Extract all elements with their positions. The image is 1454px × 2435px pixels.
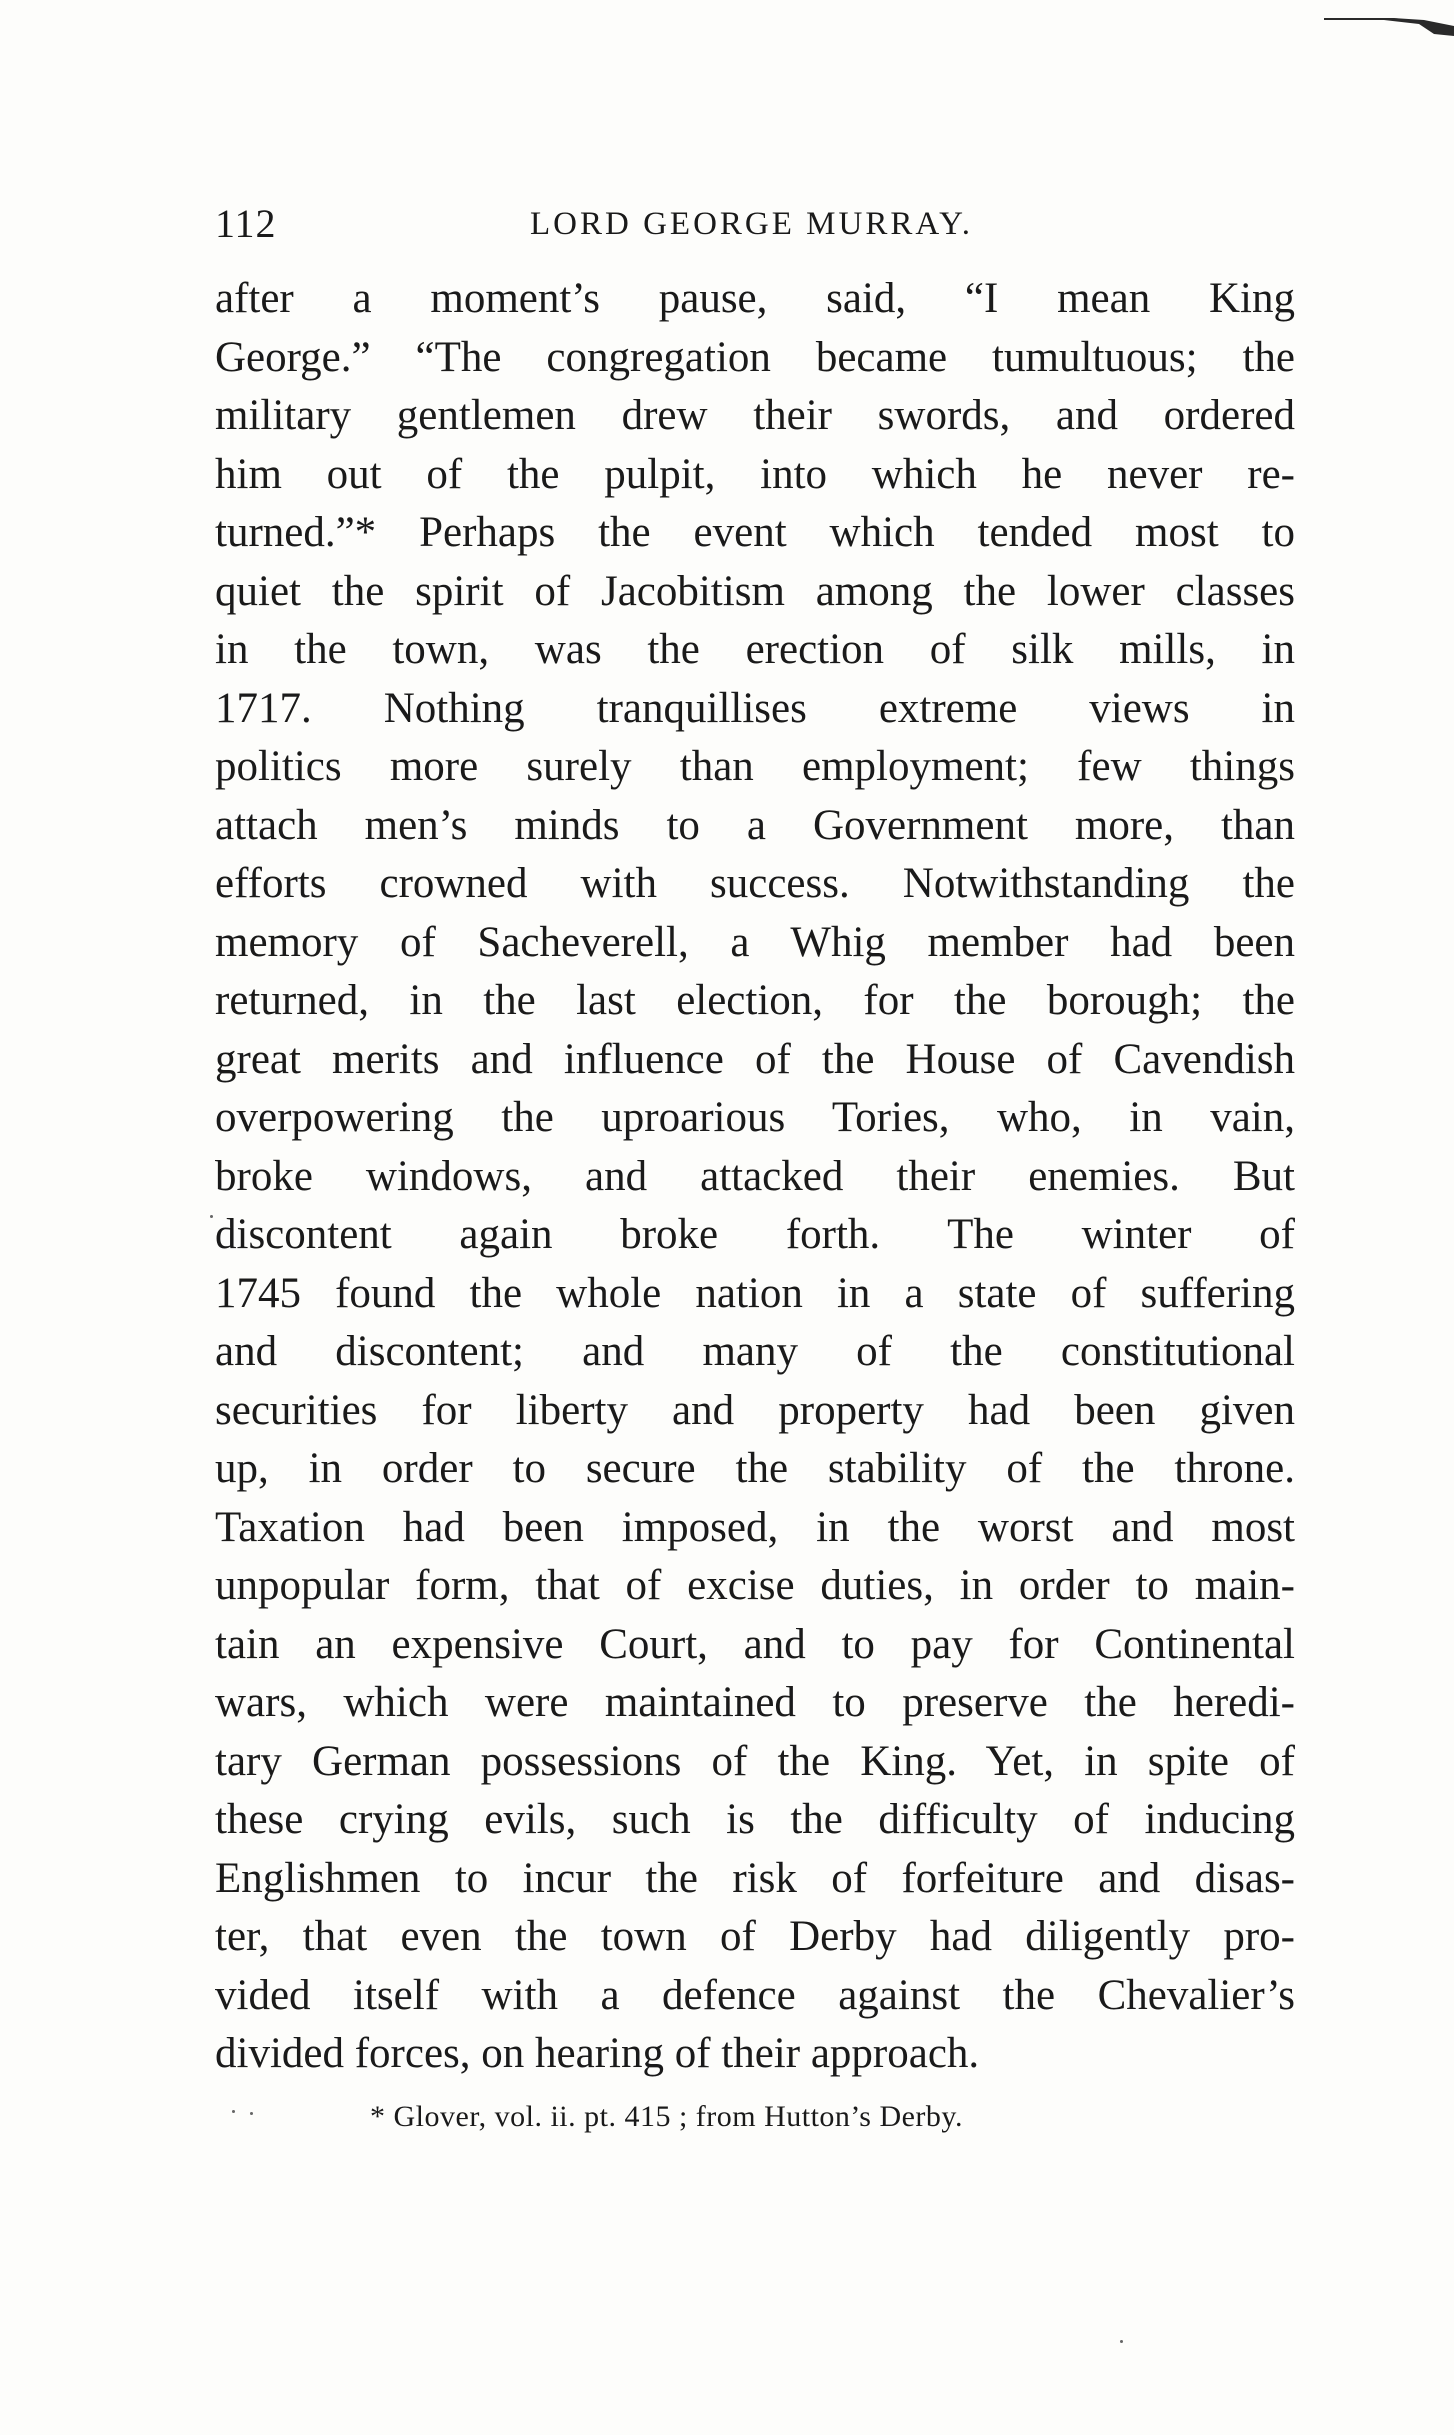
- text-line: efforts crowned with success. Notwithstanding the: [215, 860, 1295, 907]
- text-line: after a moment’s pause, said, “I mean King: [215, 275, 1295, 322]
- text-line: unpopular form, that of excise duties, in order to main-: [215, 1562, 1295, 1609]
- text-line: him out of the pulpit, into which he never re-: [215, 450, 1295, 498]
- page-edge-mark: [1324, 8, 1454, 48]
- running-title: LORD GEORGE MURRAY.: [530, 206, 973, 242]
- text-line: securities for liberty and property had been given: [215, 1386, 1295, 1434]
- text-line: broke windows, and attacked their enemies. But: [215, 1152, 1295, 1200]
- text-line: military gentlemen drew their swords, and ordered: [215, 392, 1295, 439]
- text-line: up, in order to secure the stability of the throne.: [215, 1445, 1295, 1492]
- text-line: George.” “The congregation became tumultuous; the: [215, 333, 1295, 381]
- page-number: 112: [215, 201, 277, 246]
- text-line: overpowering the uproarious Tories, who, in vain,: [215, 1094, 1295, 1141]
- footnote: * Glover, vol. ii. pt. 415 ; from Hutton’s Derby.: [370, 2100, 963, 2133]
- text-line: and discontent; and many of the constitutional: [215, 1328, 1295, 1375]
- text-line: 1745 found the whole nation in a state of suffering: [215, 1269, 1295, 1317]
- text-line: 1717. Nothing tranquillises extreme views in: [215, 684, 1295, 732]
- paper-speck: [232, 2110, 235, 2113]
- text-line: quiet the spirit of Jacobitism among the lower classes: [215, 567, 1295, 615]
- text-line: memory of Sacheverell, a Whig member had been: [215, 918, 1295, 966]
- text-line: turned.”* Perhaps the event which tended most to: [215, 509, 1295, 556]
- text-line: in the town, was the erection of silk mills, in: [215, 626, 1295, 673]
- paper-speck: [250, 2112, 253, 2115]
- text-line: these crying evils, such is the difficulty of inducing: [215, 1796, 1295, 1843]
- text-line: great merits and influence of the House of Cavendish: [215, 1035, 1295, 1083]
- text-line: attach men’s minds to a Government more, than: [215, 801, 1295, 849]
- text-line: returned, in the last election, for the borough; the: [215, 977, 1295, 1024]
- text-line: tary German possessions of the King. Yet, in spite of: [215, 1737, 1295, 1785]
- text-line: Taxation had been imposed, in the worst and most: [215, 1503, 1295, 1551]
- body-text: [215, 270, 1295, 2084]
- text-line: wars, which were maintained to preserve the heredi-: [215, 1679, 1295, 1726]
- text-line: vided itself with a defence against the Chevalier’s: [215, 1971, 1295, 2019]
- paper-speck: [1120, 2340, 1123, 2343]
- text-line: tain an expensive Court, and to pay for Continental: [215, 1620, 1295, 1668]
- text-line: discontent again broke forth. The winter of: [215, 1211, 1295, 1258]
- running-head: [215, 200, 1295, 260]
- text-line: politics more surely than employment; few things: [215, 743, 1295, 790]
- text-line: divided forces, on hearing of their approach.: [215, 2030, 980, 2077]
- text-line: ter, that even the town of Derby had diligently pro-: [215, 1913, 1295, 1960]
- paper-speck: [210, 1215, 213, 1218]
- text-line: Englishmen to incur the risk of forfeiture and disas-: [215, 1854, 1295, 1902]
